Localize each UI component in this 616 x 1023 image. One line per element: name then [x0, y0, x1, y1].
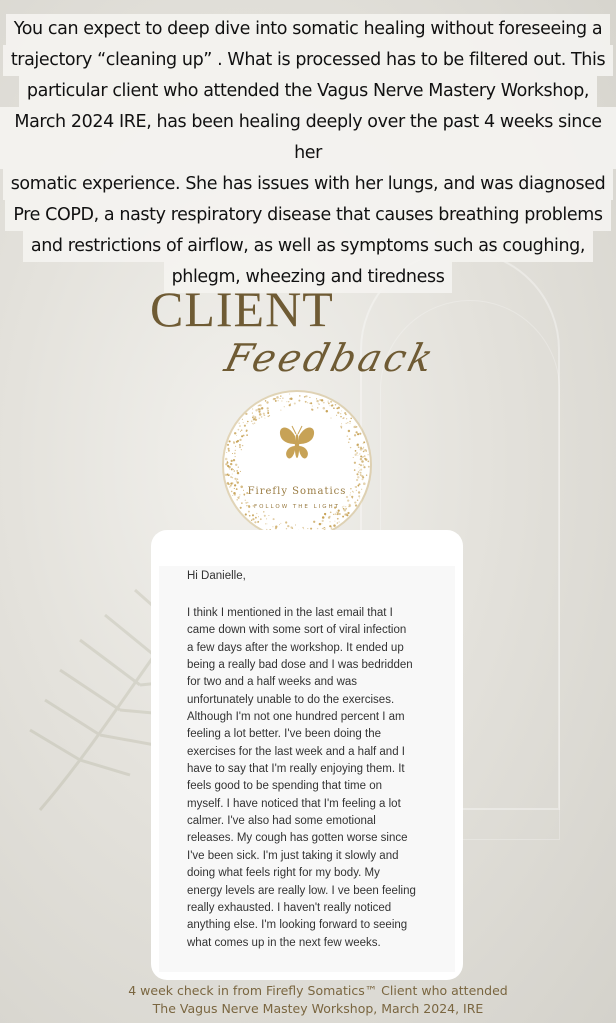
firefly-somatics-logo: [224, 392, 370, 538]
email-line: myself. I have noticed that I'm feeling a lot: [187, 797, 401, 810]
intro-line: March 2024 IRE, has been healing deeply over the past 4 weeks since her: [0, 107, 616, 169]
email-greeting: Hi Danielle,: [187, 570, 246, 582]
email-line: unfortunately unable to do the exercises.: [187, 693, 395, 706]
email-line: what comes up in the next few weeks.: [187, 936, 381, 949]
intro-line: trajectory “cleaning up” . What is processed has to be filtered out. This: [3, 45, 613, 76]
email-line: exercises for the last week and a half and I: [187, 745, 405, 758]
caption-line-1: 4 week check in from Firefly Somatics™ Client who attended: [128, 983, 508, 998]
email-body: [187, 605, 447, 952]
intro-line: particular client who attended the Vagus Nerve Mastery Workshop,: [19, 76, 597, 107]
intro-line: You can expect to deep dive into somatic healing without foreseeing a: [6, 14, 610, 45]
intro-line: and restrictions of airflow, as well as symptoms such as coughing,: [23, 231, 593, 262]
intro-line: Pre COPD, a nasty respiratory disease that causes breathing problems: [5, 200, 610, 231]
email-line: calmer. I've also had some emotional: [187, 815, 376, 828]
intro-text: [0, 14, 616, 293]
email-line: really exhausted. I haven't really noticed: [187, 901, 392, 914]
butterfly-icon: [278, 422, 316, 470]
email-line: doing what feels right for my body. My: [187, 867, 380, 880]
email-line: energy levels are really low. I ve been feeling: [187, 884, 416, 897]
client-heading: CLIENT: [150, 281, 334, 337]
email-line: being a really bad dose and I was bedridden: [187, 659, 413, 672]
email-line: feeling a lot better. I've been doing the: [187, 728, 382, 741]
email-line: came down with some sort of viral infection: [187, 624, 407, 637]
intro-line: somatic experience. She has issues with her lungs, and was diagnosed: [3, 169, 614, 200]
email-line: feels good to be spending that time on: [187, 780, 383, 793]
email-line: releases. My cough has gotten worse since: [187, 832, 408, 845]
caption-line-2: The Vagus Nerve Mastey Workshop, March 2024, IRE: [152, 1001, 484, 1016]
email-line: a few days after the workshop. It ended up: [187, 641, 404, 654]
caption: [0, 982, 616, 1018]
email-line: Although I'm not one hundred percent I am: [187, 711, 405, 724]
logo-tagline: FOLLOW THE LIGHT: [253, 504, 341, 510]
email-line: I think I mentioned in the last email that I: [187, 607, 393, 619]
feedback-script-heading: Feedback: [220, 336, 441, 380]
email-line: anything else. I'm looking forward to seeing: [187, 919, 408, 932]
email-line: for two and a half weeks and was: [187, 676, 358, 689]
email-line: have to say that I'm really enjoying them. It: [187, 763, 405, 776]
intro-line: phlegm, wheezing and tiredness: [164, 262, 453, 293]
email-line: I've been sick. I'm just taking it slowly and: [187, 849, 399, 862]
logo-brand-name: Firefly Somatics: [247, 486, 347, 497]
